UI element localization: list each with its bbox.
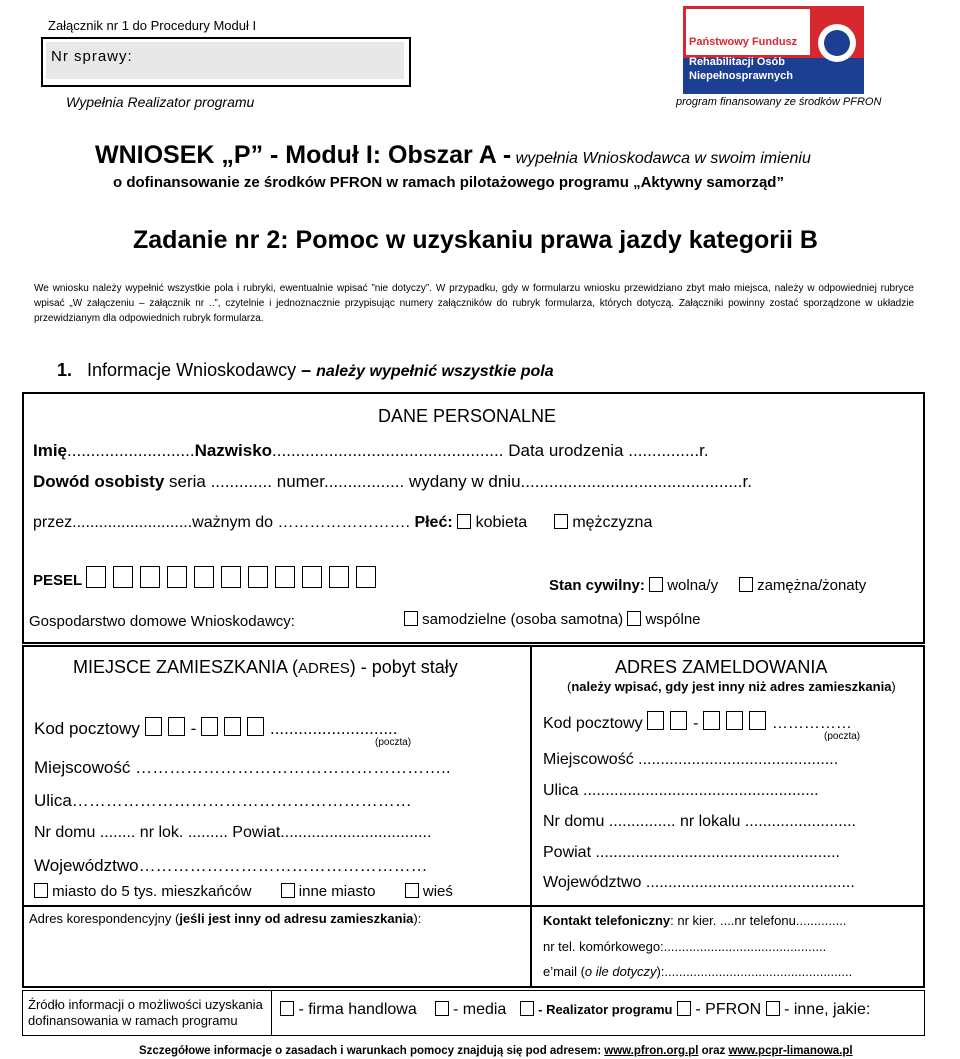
id-series-field[interactable]: seria ............. [169,472,272,491]
reg-house-field[interactable]: ............... nr lokalu ......................... [608,813,856,830]
pfron-link[interactable]: www.pfron.org.pl [604,1045,699,1057]
registration-poczta-note: (poczta) [824,731,861,742]
section-heading: 1. Informacje Wnioskodawcy – należy wypełnić wszystkie pola [57,360,554,380]
household-single-checkbox[interactable] [404,611,418,626]
main-title: WNIOSEK „P” - Moduł I: Obszar A - wypełnia Wnioskodawca w swoim imieniu [95,141,811,169]
registration-postal-row: Kod pocztowy - …………… [543,711,852,733]
marital-row: Stan cywilny: wolna/y zamężna/żonaty [549,577,867,594]
id-row: Dowód osobisty seria ............. numer................. wydany w dniu...............................................r. [33,472,752,491]
issuer-field[interactable]: ........................... [72,514,193,531]
city-field[interactable]: ……………………………………………….. [135,758,451,777]
household-label: Gospodarstwo domowe Wnioskodawcy: [29,613,295,630]
registration-heading: ADRES ZAMELDOWANIA [615,657,828,677]
residence-province-row: Województwo…………………………………………… [34,856,428,875]
name-row: Imię...........................Nazwisko................................................. Data urodzenia ...............r. [33,441,709,460]
instructions: We wniosku należy wypełnić wszystkie pola i rubryki, ewentualnie wpisać ”nie dotyczy”. W przypadku, gdy w formularzu wniosku przewidziano zbyt mało miejsca, należy w odpowiedniej rubryce wpisać „W załączeniu – załącznik nr ..”, czytelnie i jednoznacznie przypisując numery załączników do rubryk formularza, których dotyczą. Załączniki powinny zostać sporządzone w układzie przewidzianym dla odpowiednich rubryk formularza. [34,283,914,324]
reg-postal-code-boxes[interactable]: - [647,715,772,732]
valid-until-field[interactable]: ……………………. [277,514,410,531]
residence-poczta-note: (poczta) [375,737,412,748]
first-name-field[interactable]: ........................... [67,441,195,460]
reg-city-field[interactable]: ............................................. [638,751,839,768]
attachment-label: Załącznik nr 1 do Procedury Moduł I [48,18,257,33]
issuer-row: przez...........................ważnym do ……………………. Płeć: kobieta mężczyzna [33,514,653,531]
household-shared-checkbox[interactable] [627,611,641,626]
id-number-field[interactable]: numer................. [276,472,405,491]
source-options: - firma handlowa - media - Realizator programu - PFRON - inne, jakie: [280,1001,870,1019]
realizator-note: Wypełnia Realizator programu [66,94,255,110]
province-field[interactable]: …………………………………………… [138,856,428,875]
house-number-field[interactable]: Nr domu ........ nr lok. ......... Powiat [34,824,281,841]
phone-row[interactable]: Kontakt telefoniczny: nr kier. ....nr telefonu.............. [543,913,847,928]
source-media-checkbox[interactable] [435,1001,449,1016]
residence-heading: MIEJSCE ZAMIESZKANIA (ADRES) - pobyt stały [73,657,458,677]
reg-post-office-field[interactable]: …………… [771,715,852,732]
logo-line3: Niepełnosprawnych [689,70,793,82]
female-checkbox[interactable] [457,514,471,529]
pesel-digit-boxes[interactable] [86,566,383,589]
registration-house-row: Nr domu ............... nr lokalu ......................... [543,813,856,830]
residence-postal-row: Kod pocztowy - ........................... [34,719,398,738]
case-number-field[interactable] [46,42,404,79]
logo-line1: Państwowy Fundusz [689,36,798,48]
correspondence-label[interactable]: Adres korespondencyjny (jeśli jest inny od adresu zamieszkania): [29,911,422,926]
registration-county-row: Powiat ....................................................... [543,844,840,861]
registration-street-row: Ulica ..................................................... [543,782,819,799]
registration-province-row: Województwo ............................................... [543,874,855,891]
registration-city-row: Miejscowość ............................................. [543,751,839,768]
postal-code-boxes[interactable]: - [145,719,270,738]
issue-date-field[interactable]: ...............................................r. [520,472,752,491]
source-label: Źródło informacji o możliwości uzyskania dofinansowania w ramach programu [28,997,263,1028]
source-pfron-checkbox[interactable] [677,1001,691,1016]
pesel-row: PESEL [33,566,383,589]
task-title: Zadanie nr 2: Pomoc w uzyskaniu prawa jazdy kategorii B [133,226,818,254]
married-checkbox[interactable] [739,577,753,592]
source-other-checkbox[interactable] [766,1001,780,1016]
mobile-row[interactable]: nr tel. komórkowego:............................................. [543,939,827,954]
birth-date-field[interactable]: ...............r. [628,441,709,460]
subtitle: o dofinansowanie ze środków PFRON w ramach pilotażowego programu „Aktywny samorząd” [113,174,784,191]
single-checkbox[interactable] [649,577,663,592]
pfron-logo [683,6,864,94]
residence-city-row: Miejscowość ……………………………………………….. [34,758,451,777]
reg-street-field[interactable]: ..................................................... [583,782,819,799]
case-number-label: Nr sprawy: [51,48,133,65]
small-town-checkbox[interactable] [34,883,48,898]
post-office-field[interactable]: ........................... [269,719,398,738]
county-field[interactable]: .................................. [280,824,432,841]
source-realizator-checkbox[interactable] [520,1001,534,1016]
village-checkbox[interactable] [405,883,419,898]
last-name-field[interactable]: ................................................. [272,441,504,460]
footer: Szczegółowe informacje o zasadach i warunkach pomocy znajdują się pod adresem: www.pfron.org.pl oraz www.pcpr-limanowa.pl [139,1045,853,1057]
residence-house-row [34,824,431,842]
street-field[interactable]: …………………………………………………… [71,791,412,810]
source-shop-checkbox[interactable] [280,1001,294,1016]
other-town-checkbox[interactable] [281,883,295,898]
male-checkbox[interactable] [554,514,568,529]
reg-county-field[interactable]: ....................................................... [595,844,840,861]
registration-note: (należy wpisać, gdy jest inny niż adres zamieszkania) [567,679,896,694]
case-number-box [41,37,411,87]
reg-province-field[interactable]: ............................................... [645,874,855,891]
residence-street-row: Ulica…………………………………………………… [34,791,412,810]
logo-line2: Rehabilitacji Osób [689,56,785,68]
locality-type-row: miasto do 5 tys. mieszkańców inne miasto wieś [34,883,453,900]
email-row[interactable]: e’mail (o ile dotyczy):.................................................... [543,964,853,979]
pcpr-link[interactable]: www.pcpr-limanowa.pl [728,1045,853,1057]
household-options: samodzielne (osoba samotna) wspólne [404,611,701,628]
personal-heading: DANE PERSONALNE [378,406,557,426]
financed-note: program finansowany ze środków PFRON [676,96,882,108]
